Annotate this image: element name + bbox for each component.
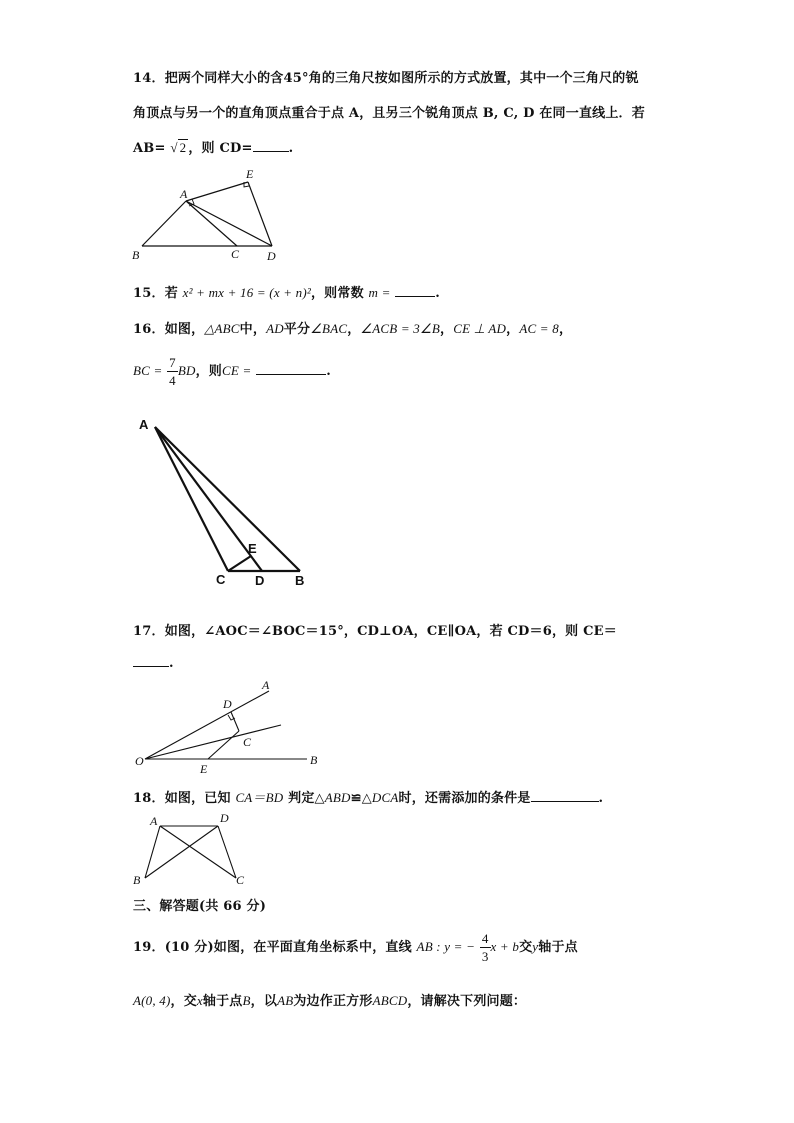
- q14-answer-blank: [253, 139, 289, 152]
- q16-label-e: E: [248, 541, 257, 556]
- q16-label-d: D: [255, 573, 265, 588]
- q16-pingfen: 平分: [283, 322, 311, 337]
- q15-var: m =: [368, 285, 391, 300]
- q18-label-d: D: [220, 811, 229, 825]
- q19-y: y: [532, 939, 539, 954]
- q16-ad: AD: [266, 321, 284, 336]
- q19-line2: [133, 990, 526, 1009]
- q19-point-a: A(0, 4): [133, 993, 171, 1008]
- q16-label-b: B: [295, 573, 305, 588]
- q19-abcd: ABCD: [372, 993, 408, 1008]
- q14-label-c: C: [231, 247, 240, 261]
- q19-line1: [133, 930, 578, 965]
- q16-bc: BC =: [133, 363, 163, 378]
- q14-label-b: B: [132, 248, 140, 262]
- q19-axis: 轴于点: [538, 940, 578, 955]
- q19-text-d: 为边作正方形: [293, 994, 373, 1009]
- q19-frac-num: 4: [481, 931, 489, 946]
- q16-comma3: ，: [506, 322, 520, 337]
- q17-end: .: [169, 656, 174, 671]
- q18-label-c: C: [236, 873, 245, 887]
- q19-xb: x + b: [490, 939, 520, 954]
- q14-label-d: D: [267, 249, 276, 263]
- q14-label-e: E: [246, 167, 254, 181]
- q18-label-b: B: [133, 873, 141, 887]
- q18-end: .: [598, 791, 604, 806]
- q14-ab-suffix: ，则 CD=: [188, 141, 253, 156]
- q18-label-a: A: [150, 814, 158, 828]
- q19-line-ab: AB : y = −: [416, 939, 476, 954]
- q16-zhong: 中，: [239, 322, 267, 337]
- q16-comma4: ，: [558, 322, 573, 337]
- q17-label-c: C: [243, 735, 252, 749]
- q17-answer-blank: [133, 654, 169, 667]
- q17-label-d: D: [223, 697, 232, 711]
- q18-line: [133, 787, 603, 806]
- q16-prefix: 16．如图，: [133, 322, 205, 337]
- q18-figure: [130, 812, 255, 892]
- q18-answer-blank: [531, 789, 599, 802]
- q16-comma2: ，: [440, 322, 454, 337]
- q17-line2: [133, 654, 174, 671]
- q14-label-a: A: [180, 187, 188, 201]
- q16-answer-blank: [256, 362, 326, 375]
- q18-tri-abd: ABD: [324, 790, 351, 805]
- q19-text-b: 轴于点: [202, 994, 243, 1009]
- q16-frac-den: 4: [169, 373, 176, 388]
- q15-answer-blank: [395, 284, 435, 297]
- q14-line1: 14．把两个同样大小的含45°角的三角尺按如图所示的方式放置，其中一个三角尺的锐: [133, 71, 639, 86]
- q18-prefix: 18．如图，已知: [133, 791, 231, 806]
- sqrt-symbol: √ 2: [170, 140, 187, 155]
- q17-figure: [135, 675, 335, 780]
- q19-prefix: 19．(10 分)如图，在平面直角坐标系中，直线: [133, 940, 412, 955]
- q16-label-a: A: [139, 417, 149, 432]
- q19-text-e: ，请解决下列问题：: [407, 994, 527, 1009]
- q16-bac: ∠BAC: [310, 321, 348, 336]
- q16-fraction: [167, 354, 178, 389]
- q17-line1: 17．如图，∠AOC＝∠BOC＝15°，CD⊥OA，CE∥OA，若 CD＝6，则 CE＝: [133, 624, 617, 639]
- q16-triangle: △ABC: [204, 321, 240, 336]
- q15-end: .: [435, 286, 441, 301]
- q14-line2: 角顶点与另一个的直角顶点重合于点 A，且另三个锐角顶点 B, C, D 在同一直线上．若: [133, 106, 645, 121]
- q19-frac-den: 3: [481, 949, 489, 964]
- q18-congruent: ≌△: [350, 791, 372, 806]
- q15-middle: ，则常数: [310, 286, 364, 301]
- q16-comma1: ，: [347, 322, 361, 337]
- q17-label-o: O: [135, 754, 144, 768]
- q17-label-e: E: [200, 762, 208, 776]
- q19-point-b: B: [242, 993, 251, 1008]
- q14-end: .: [288, 141, 294, 156]
- q16-acb: ∠ACB = 3∠B: [360, 321, 440, 336]
- q15-num: 15．若: [133, 286, 178, 301]
- q16-label-c: C: [216, 572, 226, 587]
- q16-ze: ，则: [195, 364, 223, 379]
- q19-fraction: [480, 930, 491, 965]
- q17-label-b: B: [310, 753, 318, 767]
- q19-x: x: [196, 993, 203, 1008]
- q15-line: [133, 282, 440, 301]
- q14-line3: [133, 137, 293, 156]
- q19-jiao: 交: [519, 940, 533, 955]
- q15-equation: x² + mx + 16 = (x + n)²: [182, 285, 311, 300]
- q18-tri-dca: DCA: [371, 790, 399, 805]
- q18-mid: 判定△: [288, 791, 325, 806]
- q16-line2: [133, 354, 331, 389]
- q14-figure: [130, 162, 290, 267]
- q19-text-a: ，交: [170, 994, 197, 1009]
- q16-frac-num: 7: [169, 355, 176, 370]
- q16-end: .: [326, 364, 331, 379]
- q16-ce-eq: CE =: [222, 363, 252, 378]
- q14-radicand: 2: [179, 140, 187, 155]
- q16-line1: [133, 318, 572, 337]
- q17-label-a: A: [262, 678, 270, 692]
- q18-suffix: 时，还需添加的条件是: [398, 791, 531, 806]
- q16-ce-perp: CE ⊥ AD: [453, 321, 507, 336]
- q19-ab: AB: [277, 993, 294, 1008]
- section-heading: 三、解答题(共 66 分): [133, 899, 267, 914]
- q14-ab-prefix: AB=: [133, 141, 166, 156]
- q18-condition: CA＝BD: [235, 790, 284, 805]
- q16-bd: BD: [177, 363, 196, 378]
- q16-ac: AC = 8: [519, 321, 559, 336]
- q19-text-c: ，以: [250, 994, 278, 1009]
- q16-figure: [135, 412, 325, 592]
